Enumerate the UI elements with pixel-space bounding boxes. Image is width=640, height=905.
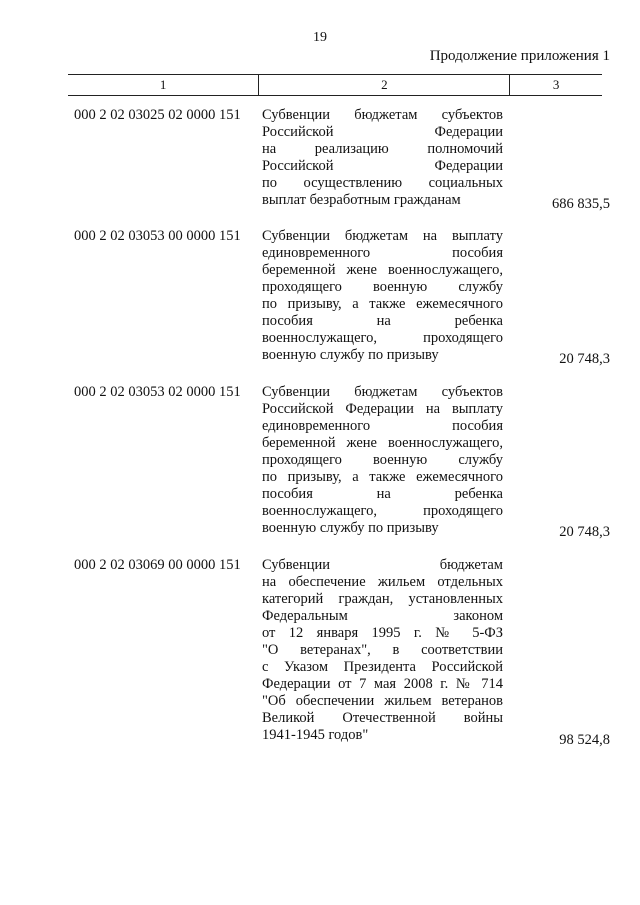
page-number: 19	[313, 30, 327, 45]
description-line: Российской Федерации	[262, 158, 503, 174]
description-line: пособия на ребенка	[262, 486, 503, 502]
description-line: выплат безработным гражданам	[262, 192, 461, 208]
row-description	[262, 107, 503, 209]
description-line: на обеспечение жильем отдельных	[262, 574, 503, 590]
description-line: пособия на ребенка	[262, 313, 503, 329]
header-col-1: 1	[68, 75, 259, 95]
description-line: военную службу по призыву	[262, 347, 439, 363]
description-line: Субвенции бюджетам субъектов	[262, 384, 503, 400]
description-line: единовременного пособия	[262, 418, 503, 434]
description-line: от 12 января 1995 г. № 5-ФЗ	[262, 625, 503, 641]
description-line: по осуществлению социальных	[262, 175, 503, 191]
header-col-2: 2	[259, 75, 510, 95]
description-line: беременной жене военнослужащего,	[262, 435, 503, 451]
description-line: по призыву, а также ежемесячного	[262, 296, 503, 312]
amount-value: 686 835,5	[552, 196, 610, 212]
budget-code: 000 2 02 03053 02 0000 151	[74, 384, 241, 400]
row-description	[262, 557, 503, 744]
description-line: Федерации от 7 мая 2008 г. № 714	[262, 676, 503, 692]
amount-value: 20 748,3	[559, 351, 610, 367]
description-line: военную службу по призыву	[262, 520, 439, 536]
table-header	[68, 74, 602, 96]
description-line: по призыву, а также ежемесячного	[262, 469, 503, 485]
description-line: проходящего военную службу	[262, 452, 503, 468]
description-line: Федеральным законом	[262, 608, 503, 624]
row-description	[262, 384, 503, 537]
row-description	[262, 228, 503, 364]
description-line: беременной жене военнослужащего,	[262, 262, 503, 278]
budget-code: 000 2 02 03069 00 0000 151	[74, 557, 241, 573]
header-col-3: 3	[552, 77, 560, 92]
description-line: "О ветеранах", в соответствии	[262, 642, 503, 658]
description-line: на реализацию полномочий	[262, 141, 503, 157]
description-line: "Об обеспечении жильем ветеранов	[262, 693, 503, 709]
budget-code: 000 2 02 03053 00 0000 151	[74, 228, 241, 244]
continuation-label: Продолжение приложения 1	[429, 48, 610, 64]
description-line: Субвенции бюджетам на выплату	[262, 228, 503, 244]
description-line: Субвенции бюджетам	[262, 557, 503, 573]
description-line: военнослужащего, проходящего	[262, 503, 503, 519]
description-line: категорий граждан, установленных	[262, 591, 503, 607]
description-line: с Указом Президента Российской	[262, 659, 503, 675]
description-line: Субвенции бюджетам субъектов	[262, 107, 503, 123]
description-line: 1941-1945 годов"	[262, 727, 369, 743]
description-line: проходящего военную службу	[262, 279, 503, 295]
amount-value: 98 524,8	[559, 732, 610, 748]
amount-value: 20 748,3	[559, 524, 610, 540]
description-line: единовременного пособия	[262, 245, 503, 261]
description-line: военнослужащего, проходящего	[262, 330, 503, 346]
description-line: Российской Федерации на выплату	[262, 401, 503, 417]
description-line: Великой Отечественной войны	[262, 710, 503, 726]
description-line: Российской Федерации	[262, 124, 503, 140]
budget-code: 000 2 02 03025 02 0000 151	[74, 107, 241, 123]
